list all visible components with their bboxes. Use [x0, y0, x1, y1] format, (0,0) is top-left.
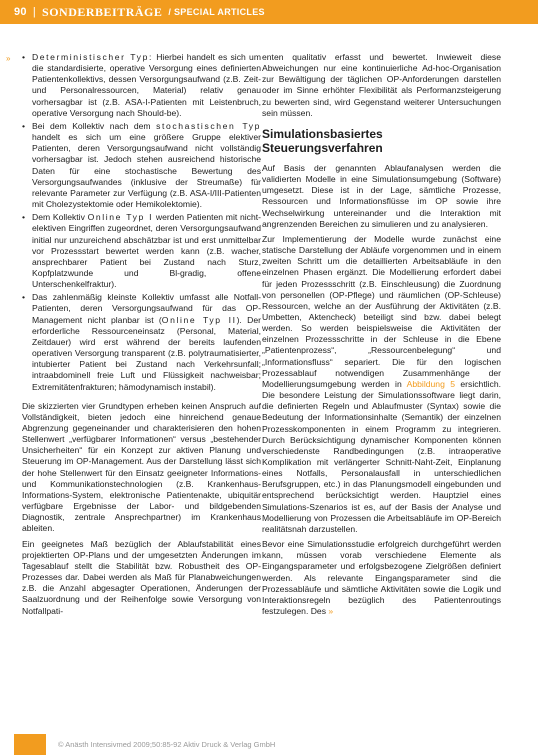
section-heading: Simulationsbasiertes Steuerungsverfahren [262, 126, 383, 155]
bullet-term: stochastischen Typ [156, 120, 261, 131]
grundtypen-list [22, 52, 261, 393]
header-section: SONDERBEITRÄGE [42, 4, 163, 19]
bullet-pre: Bei dem Kollektiv nach dem [32, 120, 157, 131]
paragraph-text: ersichtlich. Die besondere Leistung der Simulationssoftware liegt darin, die definierten Regeln und Ablaufmuster (Syntax) sowie die Bedeutung der Informationsinhalte (Semantik) der einzelnen Prozesskomponenten in einem Programm zu integrieren. Durch Berücksichtigung dynamischer Komponenten können verschiedenste Randbedingungen (z.B. intraoperative Komplikation mit verlängerter Schnitt-Naht-Zeit, Einplanung eines Notfalls, Personalausfall in unterschiedlichen Berufsgruppen, etc.) in das Planungsmodell eingebunden und entsprechend berücksichtigt werden. Hauptziel eines Simulations-Szenarios ist es, auf der Basis der Analyse und Modellierung von Prozessen die Arbeitsabläufe im OP-Bereich realitätsnah darzustellen. [262, 378, 501, 534]
bullet-term: Online Typ II [161, 314, 237, 325]
next-page-arrow-icon: » [328, 606, 334, 617]
bullet-pre: Dem Kollektiv [32, 212, 88, 223]
bullet-text: ). Der erforderliche Ressourceneinsatz (Personal, Material, Zeitdauer) wird erst während der bereits laufenden operativen Versorgung transparent (z.B. polytraumatisierter, intubierter Patient bei Zustand nach Verkehrsunfall; intraabdominell freie Luft und Flüssigkeit nachweisbar; Extremitätenfrakturen; hämodynamisch instabil). [32, 314, 261, 392]
header-subsection: / SPECIAL ARTICLES [168, 7, 265, 17]
left-column [22, 52, 261, 621]
bullet-term: Deterministischer Typ: [32, 52, 153, 62]
footer-color-block [14, 734, 46, 755]
bullet-term: Online Typ I [87, 212, 154, 223]
bullet-pre: Das zahlenmäßig kleinste Kollektiv umfasst alle Notfall-Patienten, deren Versorgungsaufwand für das OP-Management nicht planbar ist ( [32, 292, 261, 325]
continue-arrow-icon: » [6, 54, 11, 63]
figure-reference-link[interactable]: Abbildung 5 [406, 378, 456, 389]
paragraph-text: Bevor eine Simulationsstudie erfolgreich durchgeführt werden kann, müssen vorab verschiedene Elemente als Eingangsparameter und erfolgsbezogene Zielgrößen definiert werden. Als relevante Eingangsparameter sind die Prozessabläufe und sämtliche Aktivitäten sowie die Logik und Interaktionsregeln bezüglich des Patientenroutings festzulegen. Des [262, 539, 501, 617]
list-item [32, 292, 261, 392]
body-paragraph: Ein geeignetes Maß bezüglich der Ablaufstabilität eines projektierten OP-Plans und der umgesetzten Änderungen im Tagesablauf stellt die Stabilität bzw. Robustheit des OP-Prozesses dar. Dabei werden als Maß für Planabweichungen z.B. die Anzahl abgesagter Operationen, Änderungen der Saalzuordnung und der Reihenfolge sowie Versorgung von Notfallpati- [22, 538, 261, 616]
right-column [262, 52, 501, 621]
body-paragraph [262, 539, 501, 617]
copyright-text: © Anästh Intensivmed 2009;50:85-92 Aktiv Druck & Verlag GmbH [58, 740, 276, 749]
bullet-text: Hierbei handelt es sich um die standardisierte, operative Versorgung eines definierten Patientenkollektivs, dessen Versorgungsaufwand (z.B. Zeit- und Personalressourcen, Material) relativ genau vorhersagbar ist (z.B. ASA-I-Patienten mit Leistenbruch, operative Versorgung nach Should-be). [32, 52, 261, 118]
footer [0, 734, 538, 755]
list-item [32, 121, 261, 210]
paragraph-text: Zur Implementierung der Modelle wurde zunächst eine statische Darstellung der Abläufe vorgenommen und in einem zweiten Schritt um die detaillierten Arbeitsabläufe in den einzelnen Phasen ergänzt. Die Modellierung erfordert dabei für jeden Prozessschritt (z.B. Einschleusung) die Zuordnung von personellen (OP-Pflege) und räumlichen (OP-Schleuse) Ressourcen, welche an der Ausführung der Aktivitäten (z.B. Umbetten, Aktencheck) beteiligt sind bzw. dabei belegt werden. So werden beispielsweise die Aktivitäten der einzelnen Prozessschritte in der Schleuse in die Ebene „Patientenprozess“, „Ressourcenbelegung“ und „Informationsfluss“ separiert. Die für den logischen Prozessablauf notwendigen Zusammenhänge der Modellierungsumgebung werden in [262, 233, 501, 389]
body-paragraph: Auf Basis der genannten Ablaufanalysen werden die validierten Modelle in eine Simulationsumgebung (Software) umgesetzt. Diese ist in der Lage, sämtliche Prozesse, Ressourcen und Informationsflüsse im OP sowie ihre Wechselwirkung untereinander und die Interaktion mit angrenzenden Bereichen zu simulieren und zu analysieren. [262, 162, 501, 229]
list-item [32, 52, 261, 119]
body-paragraph: Die skizzierten vier Grundtypen erheben keinen Anspruch auf Vollständigkeit, bieten jedoch eine hinreichend genaue Abgrenzung gegeneinander und charakterisieren den hohen Stellenwert „verfügbarer Informationen“ versus „bestehender Unsicherheiten“ für ein Konzept zur aktiven Planung und Steuerung im OP-Management. Aus der Darstellung lässt sich der hohe Stellenwert für den Einsatz geeigneter Informations- und Kommunikationstechnologien (z.B. Krankenhaus-Informations-System, elektronische Patientenakte, ubiquitär verfügbare Ergebnisse der Labor- und bildgebenden Diagnostik, zentrale Ansprechpartner) im Krankenhaus ableiten. [22, 400, 261, 534]
header-separator: | [32, 6, 37, 18]
body-paragraph: enten qualitativ erfasst und bewertet. Inwieweit diese Abweichungen nur eine kontinuierliche Ad-hoc-Organisation zur Bewältigung der täglichen OP-Anforderungen darstellen oder im Sinne erhöhter Flexibilität als Performanzsteigerung zu bewerten sind, wird Gegenstand weiterer Untersuchungen sein müssen. [262, 52, 501, 118]
running-header [0, 0, 538, 24]
page-number: 90 [14, 6, 27, 18]
body-paragraph [262, 234, 501, 535]
bullet-text: werden Patienten mit nicht-elektiven Eingriffen zugeordnet, deren Versorgungsaufwand initial nur unzureichend abschätzbar ist und erst unmittelbar vor Prozessstart bewertet werden kann (z.B. wacher, ansprechbarer Patient bei Zustand nach Sturz, Kopfplatzwunde und Bl-gradig, offene Unterschenkelfraktur). [32, 212, 261, 290]
list-item [32, 212, 261, 290]
bullet-text: handelt es sich um eine größere Gruppe elektiver Patienten, deren Versorgungsaufwand nicht vollständig vorhersagbar ist. Jedoch stehen ausreichend historische Daten für eine stochastische Bewertung des Versorgungsaufwandes (inklusive der Streumaße) für relevante Parameter zur Verfügung (z.B. ASA-I/III-Patienten mit Cholezystektomie oder Hemikolektomie). [32, 132, 261, 210]
